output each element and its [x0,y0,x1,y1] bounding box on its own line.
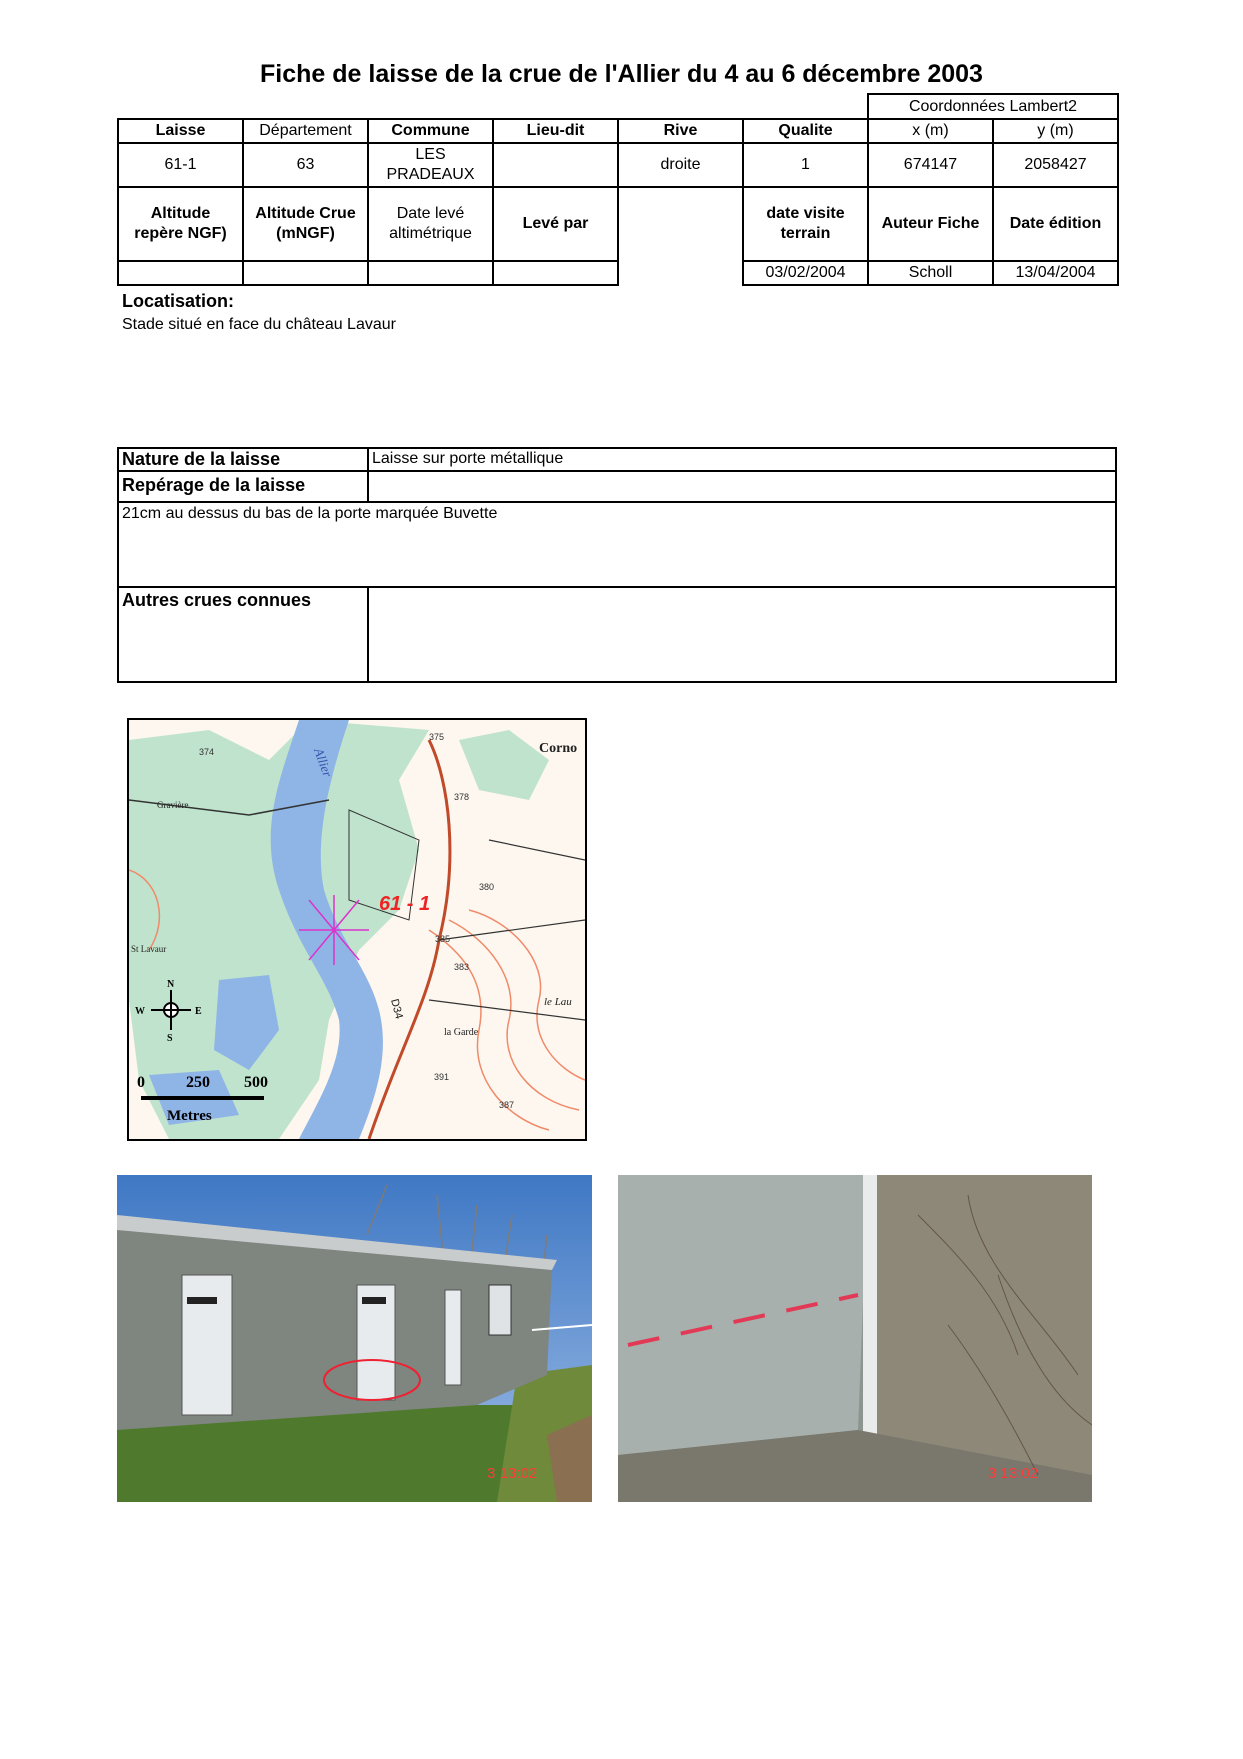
scale-unit: Metres [167,1108,212,1124]
value-date-leve [368,261,493,285]
map-altitude: 387 [499,1100,515,1110]
header-date-edition: Date édition [993,187,1118,261]
map-altitude: 374 [199,747,215,757]
header-laisse: Laisse [118,119,243,143]
value-lieu-dit [493,143,618,187]
scale-500: 500 [244,1074,268,1091]
altitude-crue-line-1: Altitude Crue [255,205,356,222]
photo-building-drawing [117,1175,592,1502]
map-place-le-lau: le Lau [544,996,572,1008]
date-leve-line-1: Date levé [396,205,465,222]
map-altitude: 383 [454,962,470,972]
page-title: Fiche de laisse de la crue de l'Allier du 4 au 6 décembre 2003 [260,60,983,88]
autres-divider [367,586,369,683]
map-altitude: 375 [429,732,445,742]
header-commune: Commune [368,119,493,143]
map-town-label: Corno [539,741,578,756]
compass-e: E [195,1006,202,1017]
road [489,840,585,860]
value-auteur-fiche: Scholl [868,261,993,285]
photo-building [117,1175,592,1502]
header-auteur-fiche: Auteur Fiche [868,187,993,261]
photo-door-closeup [618,1175,1092,1502]
value-qualite: 1 [743,143,868,187]
locatisation-label: Locatisation: [122,291,235,311]
locatisation-text: Stade situé en face du château Lavaur [122,316,396,333]
nature-value: Laisse sur porte métallique [372,450,564,467]
compass-w: W [135,1006,145,1017]
value-date-edition: 13/04/2004 [993,261,1118,285]
compass-s: S [167,1033,173,1044]
commune-line-2: PRADEAUX [386,166,475,183]
value-laisse: 61-1 [118,143,243,187]
scale-250: 250 [186,1074,210,1091]
contour-line [449,920,579,1110]
date-visite-line-2: terrain [780,225,831,242]
map-marker-label: 61 - 1 [379,893,431,915]
photo-door-timestamp: 3 13:02 [988,1465,1039,1482]
location-map [127,718,587,1141]
map-altitude: 391 [434,1072,450,1082]
compass-n: N [167,979,175,990]
scale-0: 0 [137,1074,145,1091]
contour-line [469,910,585,1080]
header-altitude-crue [243,187,368,261]
value-y: 2058427 [993,143,1118,187]
map-altitude: 385 [435,934,451,944]
header-date-leve [368,187,493,261]
value-rive: droite [618,143,743,187]
header-rive: Rive [618,119,743,143]
value-leve-par [493,261,618,285]
map-place-st-lavaur: St Lavaur [131,944,167,954]
altitude-crue-line-2: (mNGF) [276,225,335,242]
map-place-graviere: Gravière [157,800,189,810]
road [439,920,585,940]
value-commune [368,143,493,187]
header-altitude-repere [118,187,243,261]
value-altitude-repere [118,261,243,285]
altitude-repere-line-1: Altitude [150,205,211,222]
header-x: x (m) [868,119,993,143]
header-departement: Département [243,119,368,143]
header-date-visite [743,187,868,261]
photo-door-drawing [618,1175,1092,1502]
autres-label: Autres crues connues [122,590,312,610]
header-leve-par: Levé par [493,187,618,261]
commune-line-1: LES [415,146,446,163]
header-y: y (m) [993,119,1118,143]
identification-table [117,93,1119,286]
value-altitude-crue [243,261,368,285]
value-departement: 63 [243,143,368,187]
header-lieu-dit: Lieu-dit [493,119,618,143]
map-drawing [129,720,585,1139]
date-visite-line-1: date visite [766,205,845,222]
nature-label: Nature de la laisse [122,449,281,469]
vegetation-patch [459,730,549,800]
map-altitude: 378 [454,792,470,802]
coords-header: Coordonnées Lambert2 [868,94,1118,119]
value-x: 674147 [868,143,993,187]
map-road-label: D34 [388,997,405,1021]
photo-building-timestamp: 3 13:02 [487,1465,538,1482]
reperage-value: 21cm au dessus du bas de la porte marquée Buvette [122,505,498,522]
map-river-label: Allier [311,745,336,779]
date-leve-line-2: altimétrique [389,225,472,242]
altitude-repere-line-2: repère NGF) [134,225,227,242]
value-date-visite: 03/02/2004 [743,261,868,285]
reperage-label: Repérage de la laisse [122,475,306,495]
map-altitude: 380 [479,882,495,892]
header-qualite: Qualite [743,119,868,143]
map-place-la-garde: la Garde [444,1027,479,1038]
